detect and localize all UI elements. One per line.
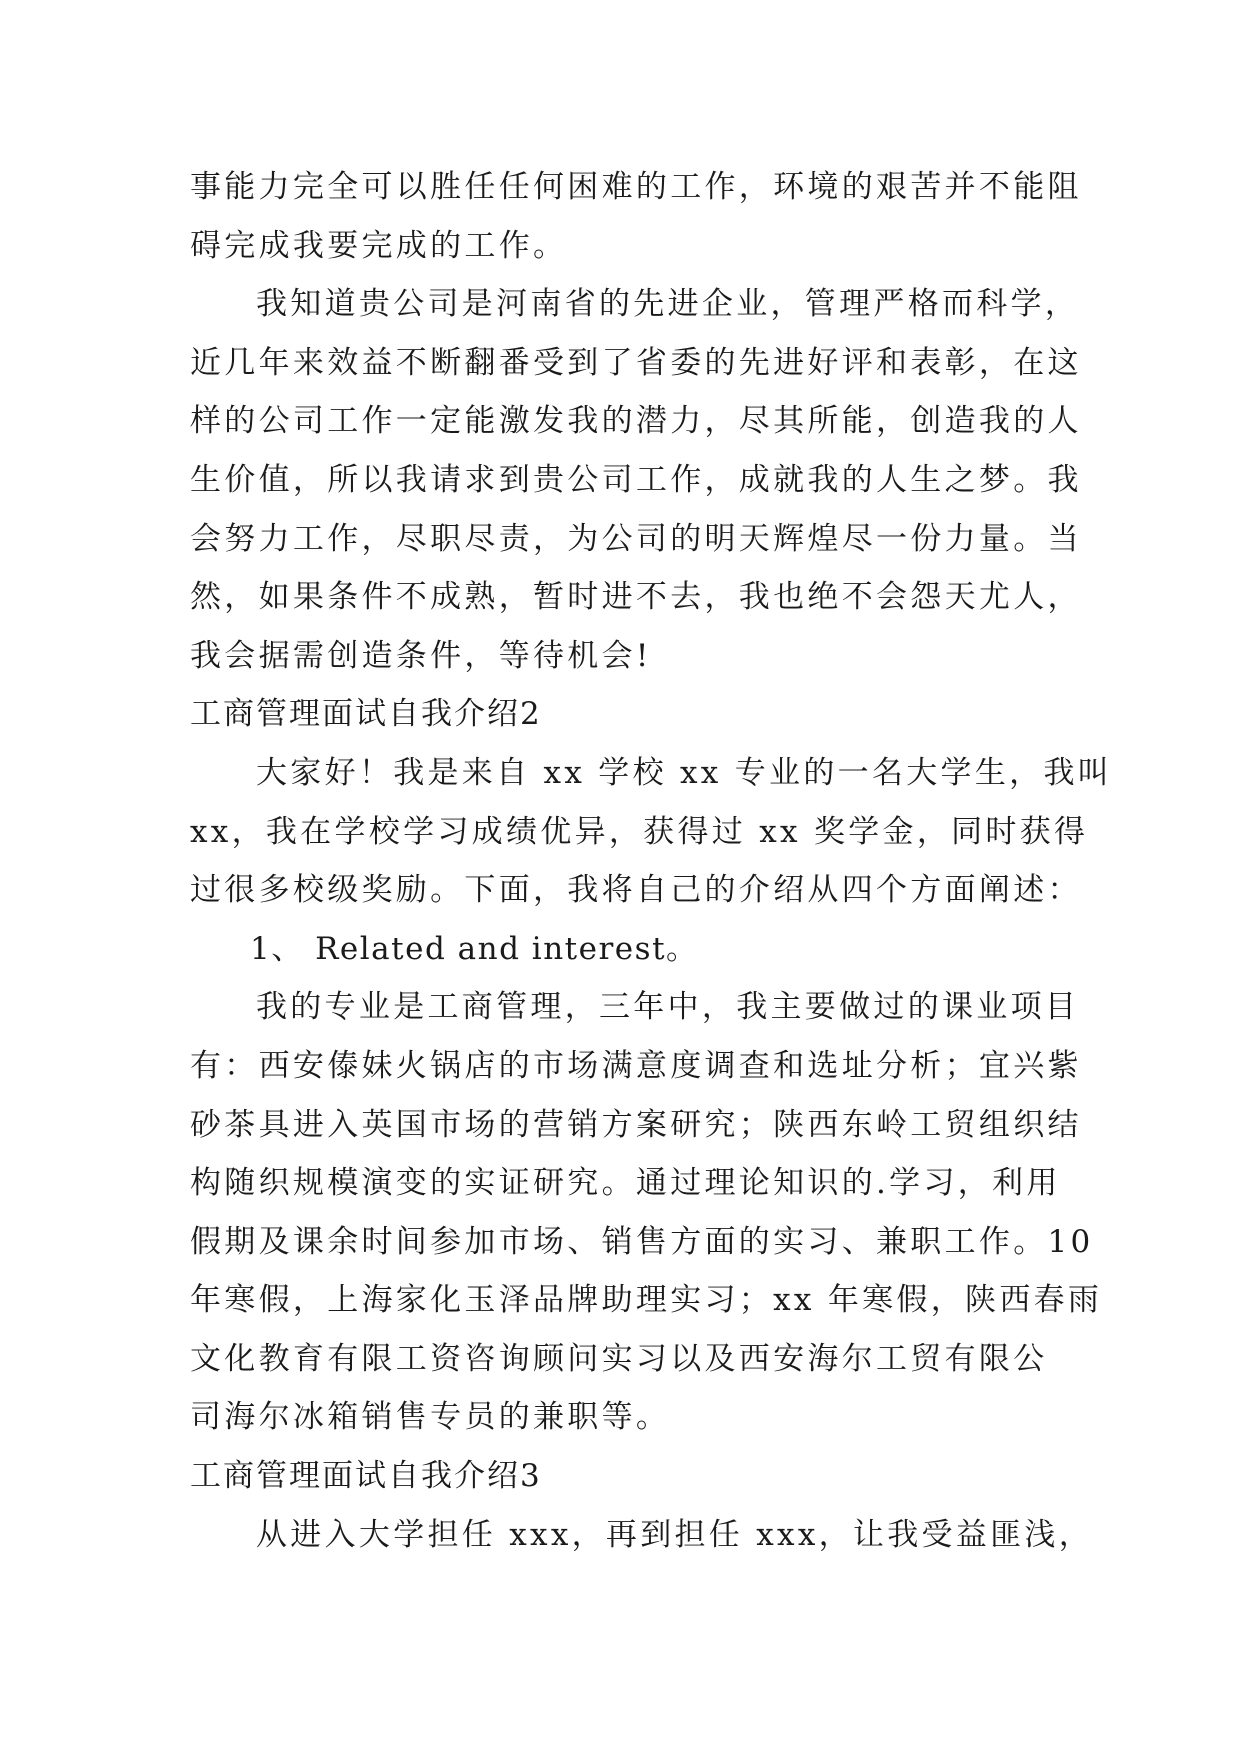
paragraph-line: 构随织规模演变的实证研究。通过理论知识的.学习，利用 <box>190 1165 1061 1202</box>
paragraph-line: xx，我在学校学习成绩优异，获得过 xx 奖学金，同时获得 <box>190 813 1089 850</box>
paragraph-line: 我会据需创造条件，等待机会! <box>190 637 652 674</box>
paragraph-line: 有：西安傣妹火锅店的市场满意度调查和选址分析；宜兴紫 <box>190 1047 1082 1084</box>
section-heading: 工商管理面试自我介绍3 <box>190 1458 542 1495</box>
paragraph-line: 大家好！我是来自 xx 学校 xx 专业的一名大学生，我叫 <box>256 754 1113 791</box>
document-body <box>190 158 1113 1564</box>
paragraph-line: 事能力完全可以胜任任何困难的工作，环境的艰苦并不能阻 <box>190 169 1082 205</box>
paragraph-line: 年寒假，上海家化玉泽品牌助理实习；xx 年寒假，陕西春雨 <box>190 1282 1103 1319</box>
paragraph-line: 假期及课余时间参加市场、销售方面的实习、兼职工作。10 <box>190 1223 1094 1260</box>
paragraph-line: 然，如果条件不成熟，暂时进不去，我也绝不会怨天尤人， <box>190 579 1082 616</box>
paragraph-line: 样的公司工作一定能激发我的潜力，尽其所能，创造我的人 <box>190 403 1082 440</box>
paragraph-line: 文化教育有限工资咨询顾问实习以及西安海尔工贸有限公 <box>190 1340 1048 1377</box>
paragraph-line: 碍完成我要完成的工作。 <box>190 227 568 264</box>
section-heading: 工商管理面试自我介绍2 <box>190 696 542 733</box>
paragraph-line: 我的专业是工商管理，三年中，我主要做过的课业项目 <box>256 989 1080 1026</box>
paragraph-line: 近几年来效益不断翻番受到了省委的先进好评和表彰，在这 <box>190 344 1082 381</box>
paragraph-line: 过很多校级奖励。下面，我将自己的介绍从四个方面阐述： <box>190 872 1082 909</box>
paragraph-line: 砂茶具进入英国市场的营销方案研究；陕西东岭工贸组织结 <box>190 1106 1082 1143</box>
paragraph-line: 生价值，所以我请求到贵公司工作，成就我的人生之梦。我 <box>190 461 1082 498</box>
paragraph-line: 我知道贵公司是河南省的先进企业，管理严格而科学， <box>256 286 1080 323</box>
paragraph-line: 司海尔冰箱销售专员的兼职等。 <box>190 1399 671 1436</box>
paragraph-line: 会努力工作，尽职尽责，为公司的明天辉煌尽一份力量。当 <box>190 520 1082 557</box>
list-item: 1、 Related and interest。 <box>250 930 699 967</box>
paragraph-line: 从进入大学担任 xxx，再到担任 xxx，让我受益匪浅， <box>256 1516 1094 1553</box>
